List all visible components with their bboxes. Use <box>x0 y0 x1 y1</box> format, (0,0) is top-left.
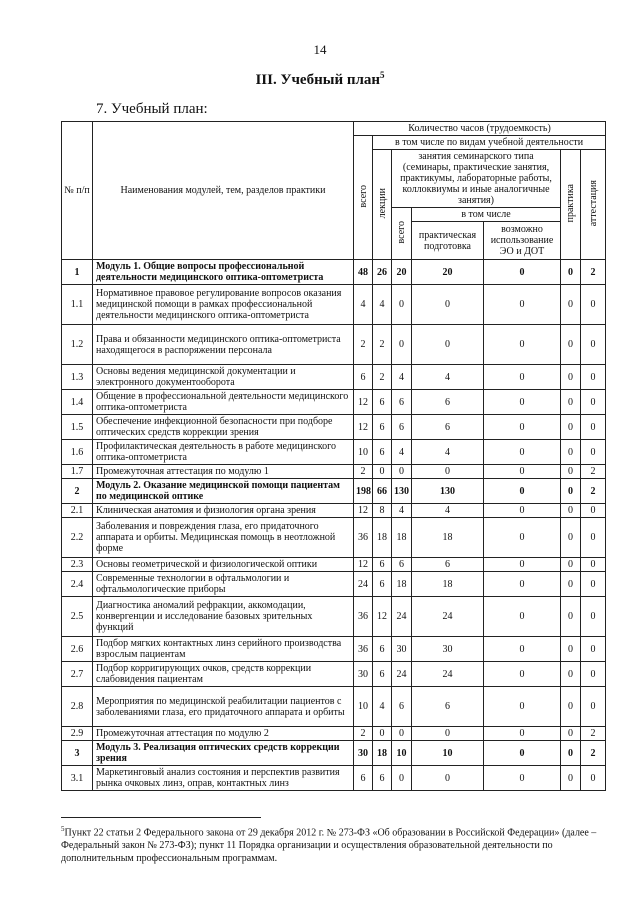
page-number: 14 <box>313 42 327 57</box>
cell-sem: 4 <box>392 440 412 465</box>
cell-pp: 6 <box>412 558 484 572</box>
cell-num: 1.1 <box>62 285 93 325</box>
cell-name: Нормативное правовое регулирование вопросов оказания медицинской помощи в рамках профессиональной деятельности медицинского оптика-оптометриста <box>93 285 354 325</box>
table-row <box>62 390 606 415</box>
cell-prac: 0 <box>561 662 581 687</box>
cell-prac: 0 <box>561 572 581 597</box>
cell-sem: 6 <box>392 415 412 440</box>
cell-pp: 6 <box>412 390 484 415</box>
cell-name: Основы геометрической и физиологической оптики <box>93 558 354 572</box>
cell-pp: 4 <box>412 440 484 465</box>
header-sem-total-text: всего <box>396 220 407 244</box>
cell-pp: 0 <box>412 465 484 479</box>
cell-total: 198 <box>354 479 373 504</box>
cell-sem: 18 <box>392 518 412 558</box>
curriculum-table <box>61 121 606 791</box>
cell-prac: 0 <box>561 637 581 662</box>
cell-att: 2 <box>581 741 606 766</box>
cell-sem: 0 <box>392 465 412 479</box>
cell-pp: 0 <box>412 285 484 325</box>
cell-sem: 0 <box>392 325 412 365</box>
header-total <box>354 136 373 260</box>
cell-pp: 20 <box>412 260 484 285</box>
cell-prac: 0 <box>561 390 581 415</box>
cell-sem: 0 <box>392 727 412 741</box>
cell-sem: 24 <box>392 597 412 637</box>
cell-total: 36 <box>354 518 373 558</box>
cell-pp: 0 <box>412 727 484 741</box>
cell-num: 2.9 <box>62 727 93 741</box>
table-row <box>62 727 606 741</box>
table-row <box>62 440 606 465</box>
cell-num: 2.3 <box>62 558 93 572</box>
cell-lect: 26 <box>373 260 392 285</box>
cell-prac: 0 <box>561 727 581 741</box>
cell-pp: 24 <box>412 662 484 687</box>
cell-name: Промежуточная аттестация по модулю 1 <box>93 465 354 479</box>
cell-total: 12 <box>354 415 373 440</box>
header-attestation-text: аттестация <box>587 179 599 227</box>
table-body <box>62 260 606 791</box>
section-title <box>0 70 640 89</box>
cell-pp: 4 <box>412 504 484 518</box>
cell-prac: 0 <box>561 558 581 572</box>
cell-num: 2 <box>62 479 93 504</box>
cell-num: 2.5 <box>62 597 93 637</box>
cell-total: 30 <box>354 662 373 687</box>
cell-num: 1 <box>62 260 93 285</box>
cell-att: 0 <box>581 365 606 390</box>
cell-eo: 0 <box>484 518 561 558</box>
cell-num: 2.6 <box>62 637 93 662</box>
cell-att: 0 <box>581 766 606 791</box>
cell-att: 0 <box>581 558 606 572</box>
cell-num: 1.7 <box>62 465 93 479</box>
cell-pp: 24 <box>412 597 484 637</box>
cell-name: Современные технологии в офтальмологии и офтальмологические приборы <box>93 572 354 597</box>
cell-pp: 10 <box>412 741 484 766</box>
cell-pp: 0 <box>412 325 484 365</box>
cell-eo: 0 <box>484 687 561 727</box>
cell-num: 1.5 <box>62 415 93 440</box>
cell-att: 0 <box>581 325 606 365</box>
cell-prac: 0 <box>561 365 581 390</box>
cell-total: 36 <box>354 637 373 662</box>
cell-pp: 6 <box>412 687 484 727</box>
cell-num: 1.6 <box>62 440 93 465</box>
cell-total: 10 <box>354 687 373 727</box>
cell-lect: 2 <box>373 325 392 365</box>
cell-name: Мероприятия по медицинской реабилитации пациентов с заболеваниями глаза, его придаточного аппарата и орбиты <box>93 687 354 727</box>
cell-sem: 20 <box>392 260 412 285</box>
cell-att: 0 <box>581 637 606 662</box>
cell-sem: 130 <box>392 479 412 504</box>
cell-sem: 24 <box>392 662 412 687</box>
cell-name: Права и обязанности медицинского оптика-оптометриста находящегося в распоряжении персонала <box>93 325 354 365</box>
cell-total: 6 <box>354 365 373 390</box>
cell-name: Общение в профессиональной деятельности медицинского оптика-оптометриста <box>93 390 354 415</box>
cell-sem: 0 <box>392 285 412 325</box>
table-row <box>62 741 606 766</box>
cell-prac: 0 <box>561 518 581 558</box>
table-row <box>62 637 606 662</box>
cell-lect: 0 <box>373 465 392 479</box>
table-row <box>62 479 606 504</box>
footnote-marker: 5 <box>61 825 65 833</box>
cell-name: Профилактическая деятельность в работе медицинского оптика-оптометриста <box>93 440 354 465</box>
cell-att: 2 <box>581 260 606 285</box>
cell-lect: 6 <box>373 558 392 572</box>
header-by-type: в том числе по видам учебной деятельности <box>373 136 606 150</box>
cell-eo: 0 <box>484 415 561 440</box>
cell-pp: 18 <box>412 518 484 558</box>
cell-att: 0 <box>581 285 606 325</box>
cell-name: Модуль 3. Реализация оптических средств коррекции зрения <box>93 741 354 766</box>
footnote <box>61 823 609 865</box>
plan-subtitle: 7. Учебный план: <box>96 101 208 117</box>
cell-prac: 0 <box>561 687 581 727</box>
table-row <box>62 465 606 479</box>
cell-lect: 6 <box>373 440 392 465</box>
cell-att: 0 <box>581 687 606 727</box>
cell-name: Клиническая анатомия и физиология органа зрения <box>93 504 354 518</box>
cell-prac: 0 <box>561 766 581 791</box>
cell-name: Основы ведения медицинской документации и электронного документооборота <box>93 365 354 390</box>
cell-total: 2 <box>354 465 373 479</box>
cell-sem: 6 <box>392 390 412 415</box>
cell-att: 0 <box>581 440 606 465</box>
cell-att: 0 <box>581 415 606 440</box>
cell-eo: 0 <box>484 285 561 325</box>
cell-prac: 0 <box>561 415 581 440</box>
cell-lect: 12 <box>373 597 392 637</box>
cell-att: 0 <box>581 597 606 637</box>
cell-pp: 18 <box>412 572 484 597</box>
table-row <box>62 504 606 518</box>
cell-prac: 0 <box>561 325 581 365</box>
cell-att: 0 <box>581 504 606 518</box>
cell-eo: 0 <box>484 325 561 365</box>
header-lectures-text: лекции <box>376 187 388 219</box>
cell-name: Маркетинговый анализ состояния и перспектив развития рынка очковых линз, оправ, контактных линз <box>93 766 354 791</box>
cell-sem: 4 <box>392 365 412 390</box>
table-row <box>62 687 606 727</box>
cell-name: Модуль 1. Общие вопросы профессиональной деятельности медицинского оптика-оптометриста <box>93 260 354 285</box>
cell-pp: 4 <box>412 365 484 390</box>
cell-prac: 0 <box>561 504 581 518</box>
cell-lect: 18 <box>373 518 392 558</box>
header-lectures <box>373 150 392 260</box>
cell-lect: 6 <box>373 637 392 662</box>
cell-att: 0 <box>581 662 606 687</box>
cell-lect: 6 <box>373 662 392 687</box>
header-practice-text: практика <box>565 183 576 223</box>
cell-eo: 0 <box>484 504 561 518</box>
cell-name: Подбор мягких контактных линз серийного производства взрослым пациентам <box>93 637 354 662</box>
cell-num: 1.4 <box>62 390 93 415</box>
footnote-text: Пункт 22 статьи 2 Федерального закона от 29 декабря 2012 г. № 273-ФЗ «Об образовании в Российской Федерации» (далее – Федеральный закон № 273-ФЗ); пункт 11 Порядка организации и осуществления образовательной деятельности по дополнительным профессиональным программам. <box>61 827 597 865</box>
cell-total: 12 <box>354 390 373 415</box>
cell-prac: 0 <box>561 465 581 479</box>
cell-lect: 2 <box>373 365 392 390</box>
cell-pp: 0 <box>412 766 484 791</box>
cell-eo: 0 <box>484 597 561 637</box>
cell-total: 48 <box>354 260 373 285</box>
header-name: Наименования модулей, тем, разделов практики <box>93 122 354 260</box>
cell-lect: 18 <box>373 741 392 766</box>
cell-sem: 10 <box>392 741 412 766</box>
cell-eo: 0 <box>484 440 561 465</box>
cell-pp: 6 <box>412 415 484 440</box>
cell-eo: 0 <box>484 766 561 791</box>
cell-prac: 0 <box>561 741 581 766</box>
cell-num: 1.2 <box>62 325 93 365</box>
table-row <box>62 572 606 597</box>
cell-eo: 0 <box>484 637 561 662</box>
header-attestation <box>581 150 606 260</box>
cell-eo: 0 <box>484 572 561 597</box>
cell-prac: 0 <box>561 479 581 504</box>
cell-eo: 0 <box>484 479 561 504</box>
cell-eo: 0 <box>484 260 561 285</box>
cell-sem: 30 <box>392 637 412 662</box>
table-row <box>62 597 606 637</box>
footnote-ref: 5 <box>380 70 385 80</box>
cell-prac: 0 <box>561 597 581 637</box>
cell-num: 2.7 <box>62 662 93 687</box>
cell-att: 2 <box>581 465 606 479</box>
header-seminars: занятия семинарского типа (семинары, практические занятия, практикумы, лабораторные работы, коллоквиумы и иные аналогичные занятия) <box>392 150 561 208</box>
header-num: № п/п <box>62 122 93 260</box>
cell-sem: 0 <box>392 766 412 791</box>
cell-att: 0 <box>581 572 606 597</box>
cell-prac: 0 <box>561 260 581 285</box>
header-eo-dot: возможно использование ЭО и ДОТ <box>484 222 561 260</box>
cell-lect: 8 <box>373 504 392 518</box>
cell-sem: 18 <box>392 572 412 597</box>
header-hours: Количество часов (трудоемкость) <box>354 122 606 136</box>
cell-total: 36 <box>354 597 373 637</box>
header-practical-training: практическая подготовка <box>412 222 484 260</box>
cell-num: 3 <box>62 741 93 766</box>
cell-total: 12 <box>354 558 373 572</box>
cell-lect: 4 <box>373 285 392 325</box>
cell-sem: 6 <box>392 558 412 572</box>
cell-eo: 0 <box>484 662 561 687</box>
header-including: в том числе <box>412 208 561 222</box>
cell-total: 4 <box>354 285 373 325</box>
cell-sem: 4 <box>392 504 412 518</box>
cell-num: 2.4 <box>62 572 93 597</box>
cell-lect: 4 <box>373 687 392 727</box>
cell-eo: 0 <box>484 727 561 741</box>
cell-lect: 6 <box>373 572 392 597</box>
cell-att: 2 <box>581 727 606 741</box>
cell-num: 2.2 <box>62 518 93 558</box>
cell-num: 1.3 <box>62 365 93 390</box>
cell-lect: 66 <box>373 479 392 504</box>
cell-num: 2.1 <box>62 504 93 518</box>
cell-pp: 30 <box>412 637 484 662</box>
table-row <box>62 558 606 572</box>
cell-att: 2 <box>581 479 606 504</box>
section-title-text: III. Учебный план <box>255 72 381 88</box>
cell-eo: 0 <box>484 365 561 390</box>
table-row <box>62 415 606 440</box>
cell-total: 10 <box>354 440 373 465</box>
table-row <box>62 260 606 285</box>
table-row <box>62 662 606 687</box>
cell-eo: 0 <box>484 390 561 415</box>
cell-num: 2.8 <box>62 687 93 727</box>
footnote-divider <box>61 817 261 818</box>
cell-num: 3.1 <box>62 766 93 791</box>
cell-eo: 0 <box>484 465 561 479</box>
cell-total: 30 <box>354 741 373 766</box>
table-row <box>62 766 606 791</box>
cell-total: 2 <box>354 325 373 365</box>
cell-total: 24 <box>354 572 373 597</box>
cell-eo: 0 <box>484 741 561 766</box>
cell-lect: 6 <box>373 415 392 440</box>
header-sem-total <box>392 208 412 260</box>
cell-lect: 0 <box>373 727 392 741</box>
table-row <box>62 285 606 325</box>
cell-total: 6 <box>354 766 373 791</box>
table-row <box>62 365 606 390</box>
cell-lect: 6 <box>373 766 392 791</box>
cell-name: Модуль 2. Оказание медицинской помощи пациентам по медицинской оптике <box>93 479 354 504</box>
header-total-text: всего <box>357 184 369 208</box>
cell-total: 12 <box>354 504 373 518</box>
cell-lect: 6 <box>373 390 392 415</box>
cell-att: 0 <box>581 390 606 415</box>
cell-sem: 6 <box>392 687 412 727</box>
cell-prac: 0 <box>561 285 581 325</box>
cell-att: 0 <box>581 518 606 558</box>
header-practice <box>561 150 581 260</box>
cell-name: Заболевания и повреждения глаза, его придаточного аппарата и орбиты. Медицинская помощь в неотложной форме <box>93 518 354 558</box>
cell-prac: 0 <box>561 440 581 465</box>
cell-name: Диагностика аномалий рефракции, аккомодации, конвергенции и исследование базовых зрительных функций <box>93 597 354 637</box>
cell-eo: 0 <box>484 558 561 572</box>
cell-name: Обеспечение инфекционной безопасности при подборе оптических средств коррекции зрения <box>93 415 354 440</box>
cell-name: Промежуточная аттестация по модулю 2 <box>93 727 354 741</box>
table-row <box>62 518 606 558</box>
cell-pp: 130 <box>412 479 484 504</box>
cell-name: Подбор корригирующих очков, средств коррекции слабовидения пациентам <box>93 662 354 687</box>
cell-total: 2 <box>354 727 373 741</box>
table-row <box>62 325 606 365</box>
